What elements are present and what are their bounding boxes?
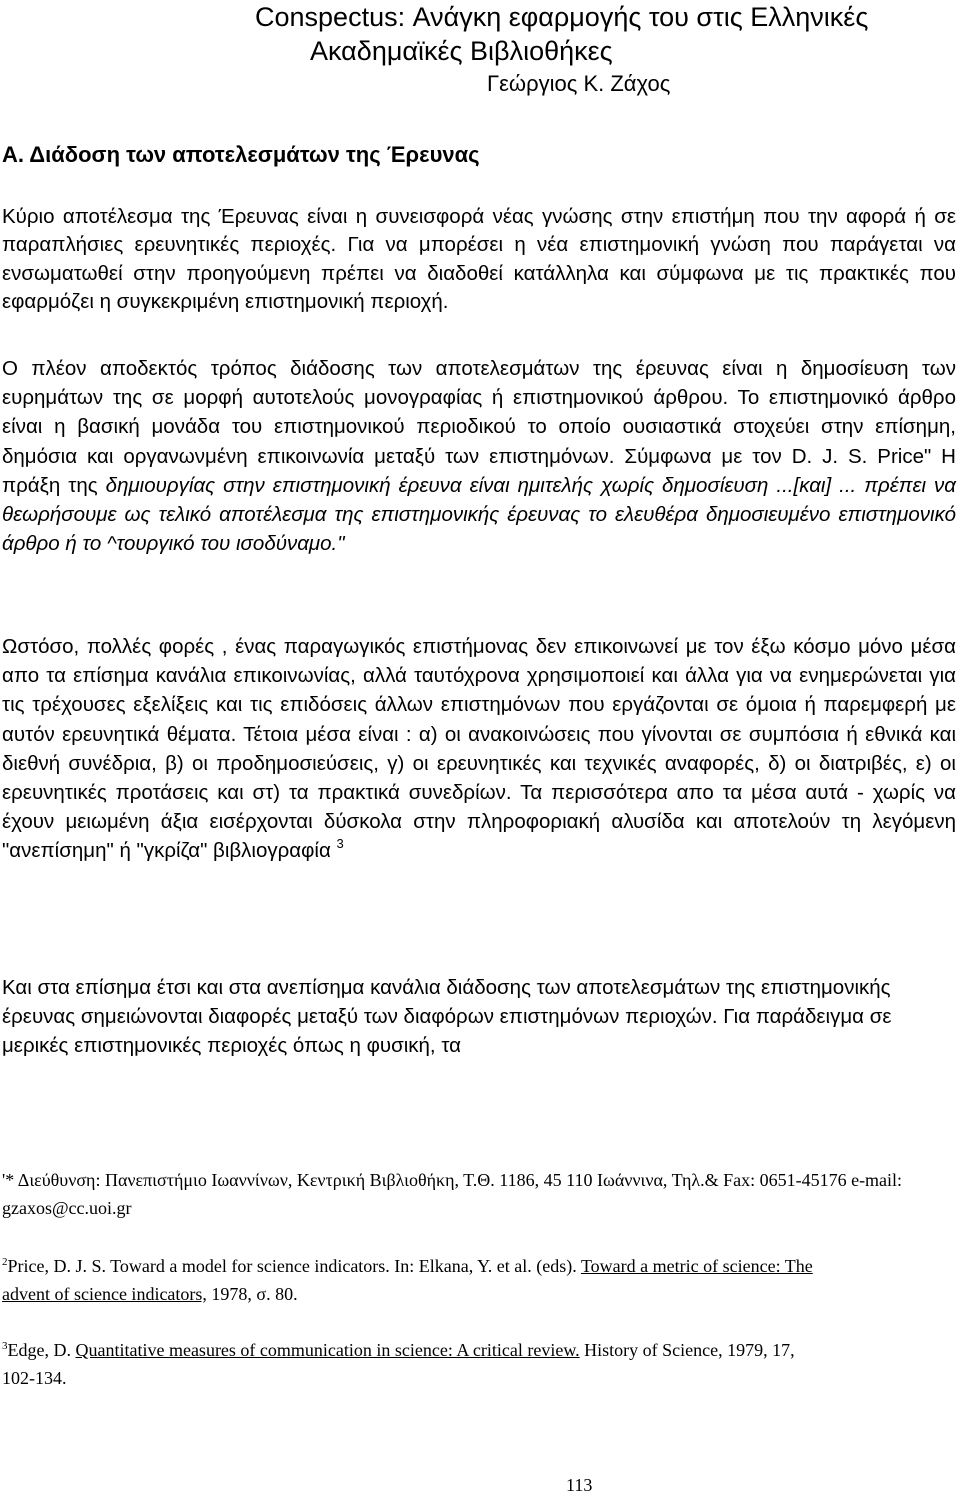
price-quote: δημιουργίας στην επιστημονική έρευνα είναι ημιτελής χωρίς δημοσίευση ...[και] ... πρέπει να θεωρήσουμε ως τελικό αποτέλεσμα της επιστημονικής έρευνας το ελευθέρα δημοσιευμένο επιστημονικό άρθρο ή το ^τουργικό του ισοδύναμο." — [2, 473, 956, 556]
footnote-3-details: History of Science, 1979, 17, 102-134. — [2, 1340, 795, 1388]
section-number: Α. — [2, 142, 24, 167]
footnote-3-mark: 3 — [2, 1340, 8, 1352]
paragraph-3-text: Ωστόσο, πολλές φορές , ένας παραγωγικός επιστήμονας δεν επικοινωνεί με τον έξω κόσμο μόνο μέσα απο τα επίσημα κανάλια επικοινωνίας, αλλά ταυτόχρονα χρησιμοποιεί και άλλα για να ενημερώνεται για τις τρέχουσες εξελίξεις και τις επιδόσεις άλλων επιστημόνων που εργάζονται σε όμοια ή παρεμφερή με αυτόν ερευνητικά θέματα. Τέτοια μέσα είναι : α) οι ανακοινώσεις που γίνονται σε συμπόσια ή εθνικά και διεθνή συνέδρια, β) οι προδημοσιεύσεις, γ) οι ερευνητικές και τεχνικές αναφορές, δ) οι διατριβές, ε) οι ερευνητικές προτάσεις και στ) τα πρακτικά συνεδρίων. Τα περισσότερα απο τα μέσα αυτά - χωρίς να έχουν μειωμένη άξια εισέρχονται δύσκολα στην πληροφοριακή αλυσίδα και αποτελούν τη λεγόμενη "ανεπίσημη" ή "γκρίζα" βιβλιογραφία — [2, 635, 956, 863]
section-title: Διάδοση των αποτελεσμάτων της Έρευνας — [29, 142, 480, 167]
footnote-2-book-title: Toward a metric of science: The advent of science indicators, — [2, 1256, 813, 1304]
footnote-1 — [2, 1166, 956, 1222]
footnote-1-mark: '* — [2, 1170, 15, 1190]
document-title-line-2: Ακαδημαϊκές Βιβλιοθήκες — [310, 36, 613, 66]
document-title-line-1: Conspectus: Ανάγκη εφαρμογής του στις Ελληνικές — [255, 2, 869, 32]
footnote-2-details: 1978, σ. 80. — [206, 1284, 298, 1304]
paragraph-4: Και στα επίσημα έτσι και στα ανεπίσημα κανάλια διάδοσης των αποτελεσμάτων της επιστημονικής έρευνας σημειώνονται διαφορές μεταξύ των διαφόρων επιστημόνων περιοχών. Για παράδειγμα σε μερικές επιστημονικές περιοχές όπως η φυσική, τα — [2, 976, 892, 1057]
footnote-2-mark: 2 — [2, 1256, 8, 1268]
paragraph-2 — [2, 354, 956, 558]
footnote-3-author: Edge, D. — [7, 1340, 76, 1360]
paragraph-2-text: Ο πλέον αποδεκτός τρόπος διάδοσης των αποτελεσμάτων της έρευνας είναι η δημοσίευση των ευρημάτων της σε μορφή αυτοτελούς μονογραφίας ή επιστημονικού άρθρου. Το επιστημονικό άρθρο είναι η βασική μονάδα του επιστημονικού περιοδικού το οποίο ουσιαστικά στοχεύει στην επίσημη, δημόσια και οργανωνμένη επικοινωνία μεταξύ των επιστημόνων. Σύμφωνα με τον D. J. S. Price" Η πράξη της — [2, 357, 956, 497]
footnote-3 — [2, 1336, 822, 1392]
author-name: Γεώργιος Κ. Ζάχος — [487, 71, 671, 96]
page-number: 113 — [566, 1475, 593, 1495]
paragraph-1: Κύριο αποτέλεσμα της Έρευνας είναι η συνεισφορά νέας γνώσης στην επιστήμη που την αφορά ή σε παραπλήσιες ερευνητικές περιοχές. Για να μπορέσει η νέα επιστημονική γνώση που παράγεται να ενσωματωθεί στην προηγούμενη πρέπει να διαδοθεί κατάλληλα και σύμφωνα με τις πρακτικές που εφαρμόζει η συγκεκριμένη επιστημονική περιοχή. — [2, 205, 956, 314]
footnote-2-author: Price, D. J. S. Toward a model for science indicators. In: Elkana, Y. et al. (eds). — [7, 1256, 581, 1276]
footnote-1-text: Διεύθυνση: Πανεπιστήμιο Ιωαννίνων, Κεντρική Βιβλιοθήκη, Τ.Θ. 1186, 45 110 Ιωάννινα, Τηλ.& Fax: 0651-45176 e-mail: gzaxos@cc.uoi.gr — [2, 1170, 903, 1218]
footnote-2 — [2, 1252, 822, 1308]
footnote-3-article-title: Quantitative measures of communication in science: A critical review. — [75, 1340, 580, 1360]
footnote-ref-3: 3 — [336, 836, 344, 852]
paragraph-3 — [2, 632, 956, 866]
section-heading — [2, 141, 480, 169]
footnote-divider — [2, 1141, 292, 1142]
